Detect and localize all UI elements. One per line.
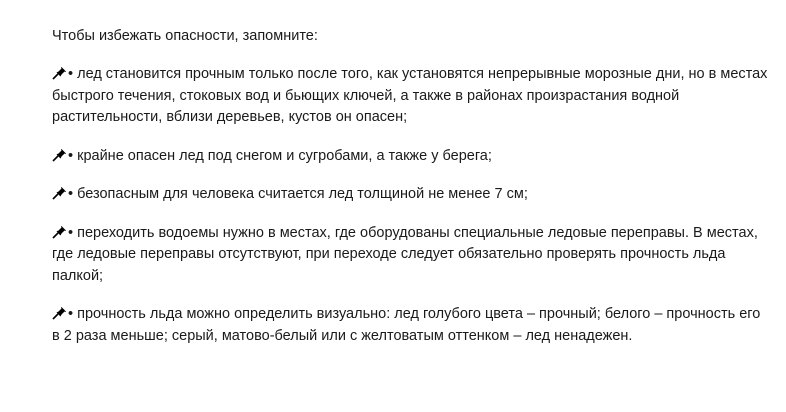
- list-item: [52, 64, 772, 129]
- list-item-text: переходить водоемы нужно в местах, где оборудованы специальные ледовые переправы. В местах, где ледовые переправы отсутствуют, при переходе следует обязательно проверять прочность льда палкой;: [52, 224, 758, 284]
- list-item-text: прочность льда можно определить визуально: лед голубого цвета – прочный; белого – прочность его в 2 раза меньше; серый, матово-белый или с желтоватым оттенком – лед ненадежен.: [52, 306, 761, 344]
- pushpin-icon: [52, 306, 67, 320]
- list-item: [52, 146, 772, 168]
- bullet-glyph: •: [68, 306, 74, 322]
- pushpin-icon: [52, 225, 67, 239]
- bullet-glyph: •: [68, 186, 74, 202]
- list-item: [52, 184, 772, 206]
- list-item-text: крайне опасен лед под снегом и сугробами, а также у берега;: [77, 147, 492, 164]
- pushpin-icon: [52, 66, 67, 80]
- bullet-glyph: •: [68, 224, 74, 241]
- intro-text: Чтобы избежать опасности, запомните:: [52, 28, 318, 44]
- pushpin-icon: [52, 186, 67, 200]
- bullet-glyph: •: [68, 147, 74, 164]
- bullet-glyph: •: [68, 66, 74, 82]
- list-item-text: безопасным для человека считается лед толщиной не менее 7 см;: [77, 186, 528, 202]
- list-item: [52, 223, 772, 288]
- pushpin-icon: [52, 148, 67, 162]
- document-body: [52, 26, 772, 364]
- list-item-text: лед становится прочным только после того, как установятся непрерывные морозные дни, но в местах быстрого течения, стоковых вод и бьющих ключей, а также в районах произрастания водной растительности, вблизи деревьев, кустов он опасен;: [52, 66, 768, 125]
- list-item: [52, 304, 772, 347]
